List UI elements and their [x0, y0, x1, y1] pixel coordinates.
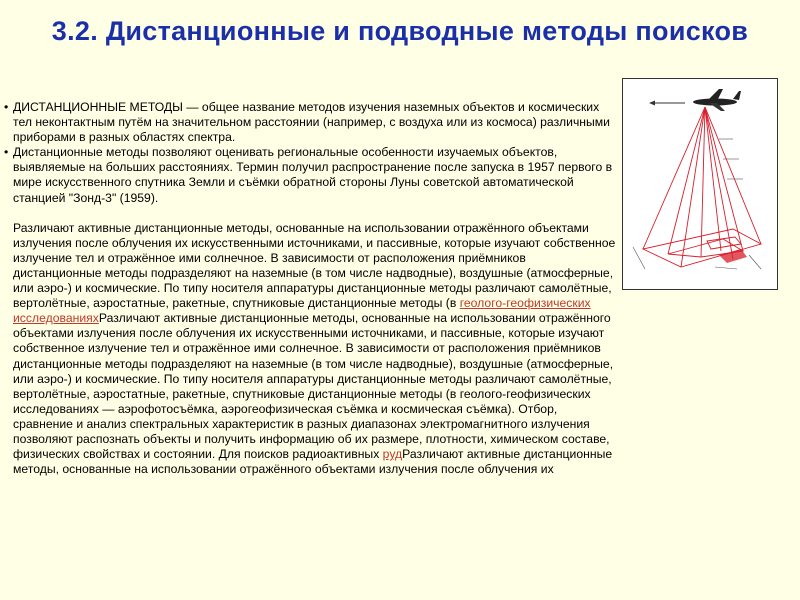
paragraph-classification-text-2: Различают активные дистанционные методы, основанные на использовании отражённого объектами излучения после облучения их искусственными источниками, и пассивные, которые изучают собственное излучение тел и отражённое ими солнечное. В зависимости от расположения приёмников дистанционные методы подразделяют на наземные (в том числе надводные), воздушные (атмосферные, или аэро-) и космические. По типу носителя аппаратуры дистанционные методы различают самолётные, вертолётные, аэростатные, ракетные, спутниковые дистанционные методы (в геолого-геофизических исследованиях — аэрофотосъёмка, аэрогеофизическая съёмка и космическая съёмка). Отбор, сравнение и анализ спектральных характеристик в разных диапазонах электромагнитного излучения позволяют распознать объекты и получить информацию об их размере, плотности, химическом составе, физических свойствах и состоянии. Для поисков радиоактивных — [13, 311, 614, 462]
paragraph-history — [4, 145, 616, 205]
paragraph-definition-text: ДИСТАНЦИОННЫЕ МЕТОДЫ — общее название методов изучения наземных объектов и космических тел неконтактным путём на значительном расстоянии (например, с воздуха или из космоса) различными приборами в разных областях спектра. — [13, 100, 610, 145]
slide-title: 3.2. Дистанционные и подводные методы поисков — [51, 16, 749, 46]
projection-rays — [643, 107, 761, 267]
bullet-icon: • — [4, 145, 9, 160]
bullet-icon: • — [4, 100, 9, 114]
paragraph-classification-text-1: Различают активные дистанционные методы, основанные на использовании отражённого объектами излучения после облучения их искусственными источниками, и пассивные, которые изучают собственное излучение тел и отражённое ими солнечное. В зависимости от расположения приёмников дистанционные методы подразделяют на наземные (в том числе надводные), воздушные (атмосферные, или аэро-) и космические. По типу носителя аппаратуры дистанционные методы различают самолётные, вертолётные, аэростатные, ракетные, спутниковые дистанционные методы (в — [13, 220, 616, 311]
paragraph-history-text: Дистанционные методы позволяют оценивать региональные особенности изучаемых объектов, выявляемые на больших расстояниях. Термин получил распространение после запуска в 1957 первого в мире искусственного спутника Земли и съёмки обратной стороны Луны советской автоматической станцией "Зонд-3" (1959). — [13, 145, 613, 205]
ores-link[interactable]: руд — [382, 447, 403, 462]
aircraft-icon — [693, 89, 741, 111]
geophysics-link[interactable]: геолого-геофизических исследованиях — [13, 296, 591, 326]
remote-sensing-diagram — [622, 78, 778, 290]
aircraft-survey-diagram-icon — [623, 79, 776, 288]
paragraph-definition — [4, 100, 616, 145]
flight-arrow-head — [649, 101, 655, 106]
body-text — [4, 100, 616, 477]
paragraph-classification-text-3: Различают активные дистанционные методы, основанные на использовании отражённого объектами излучения после облучения их — [13, 447, 613, 477]
paragraph-classification — [4, 221, 616, 478]
